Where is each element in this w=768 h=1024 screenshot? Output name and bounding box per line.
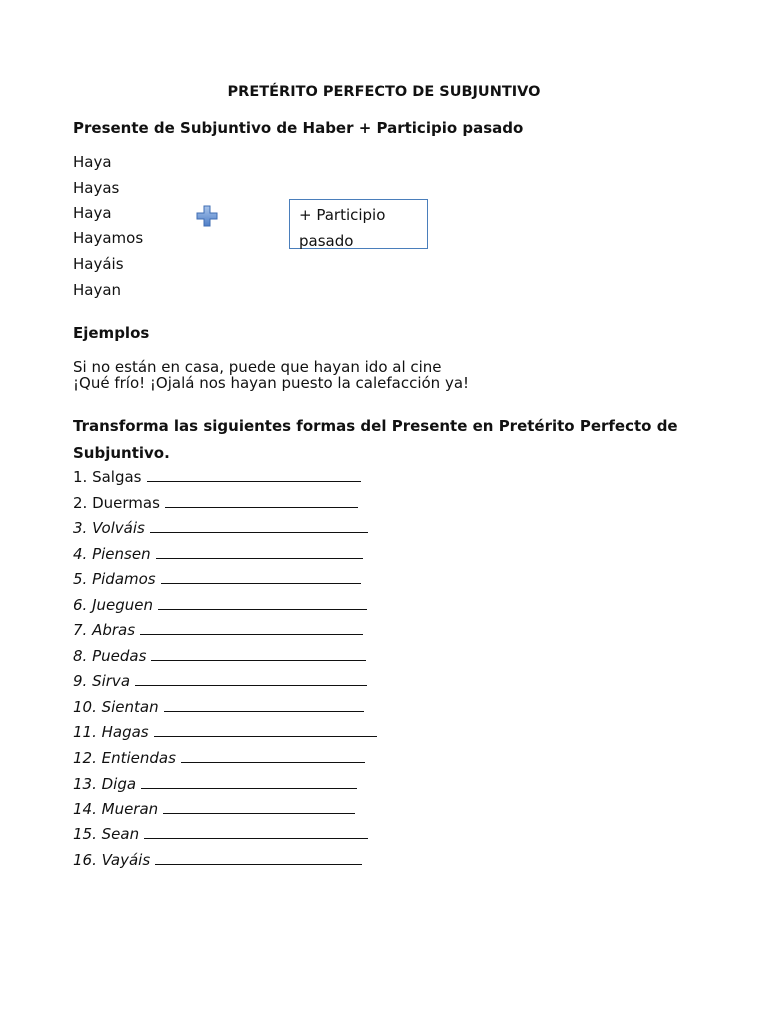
example-sentence: Si no están en casa, puede que hayan ido al cine	[73, 358, 442, 376]
answer-blank[interactable]	[144, 825, 368, 839]
exercise-item	[73, 545, 363, 563]
answer-blank[interactable]	[135, 672, 367, 686]
haber-form: Hayan	[73, 281, 122, 299]
exercise-label: 2. Duermas	[73, 494, 160, 512]
answer-blank[interactable]	[151, 647, 366, 661]
formula-heading: Presente de Subjuntivo de Haber + Participio pasado	[73, 119, 524, 137]
haber-form: Hayas	[73, 179, 120, 197]
haber-form: Haya	[73, 153, 112, 171]
exercise-item	[73, 570, 361, 588]
exercise-label: 7. Abras	[73, 621, 136, 639]
exercise-item	[73, 723, 377, 741]
exercise-item	[73, 672, 367, 690]
exercise-item	[73, 749, 365, 767]
answer-blank[interactable]	[165, 494, 358, 508]
page-title: PRETÉRITO PERFECTO DE SUBJUNTIVO	[227, 84, 541, 100]
exercise-item	[73, 494, 358, 512]
answer-blank[interactable]	[181, 749, 365, 763]
exercise-item	[73, 800, 355, 818]
exercise-item	[73, 698, 364, 716]
exercise-item	[73, 647, 366, 665]
exercise-item	[73, 825, 368, 843]
exercise-item	[73, 468, 361, 486]
answer-blank[interactable]	[154, 723, 377, 737]
answer-blank[interactable]	[140, 621, 363, 635]
haber-form: Haya	[73, 204, 112, 222]
answer-blank[interactable]	[161, 570, 361, 584]
exercise-label: 14. Mueran	[73, 800, 159, 818]
exercise-item	[73, 851, 362, 869]
exercise-label: 9. Sirva	[73, 672, 131, 690]
answer-blank[interactable]	[150, 519, 368, 533]
exercise-label: 8. Puedas	[73, 647, 147, 665]
exercise-label: 3. Volváis	[73, 519, 145, 537]
answer-blank[interactable]	[147, 468, 361, 482]
answer-blank[interactable]	[158, 596, 367, 610]
exercise-label: 5. Pidamos	[73, 570, 156, 588]
plus-icon	[196, 205, 218, 227]
exercise-instructions: Transforma las siguientes formas del Presente en Pretérito Perfecto de Subjuntivo.	[73, 417, 678, 462]
exercise-label: 10. Sientan	[73, 698, 159, 716]
exercise-label: 1. Salgas	[73, 468, 142, 486]
participle-box: + Participio pasado	[289, 199, 428, 249]
exercise-label: 13. Diga	[73, 775, 137, 793]
examples-heading: Ejemplos	[73, 324, 150, 342]
haber-form: Hayáis	[73, 255, 124, 273]
answer-blank[interactable]	[156, 545, 363, 559]
exercise-label: 6. Jueguen	[73, 596, 154, 614]
answer-blank[interactable]	[141, 775, 357, 789]
exercise-label: 4. Piensen	[73, 545, 151, 563]
answer-blank[interactable]	[164, 698, 364, 712]
exercise-label: 12. Entiendas	[73, 749, 176, 767]
answer-blank[interactable]	[163, 800, 355, 814]
exercise-label: 16. Vayáis	[73, 851, 151, 869]
exercise-label: 15. Sean	[73, 825, 140, 843]
answer-blank[interactable]	[155, 851, 362, 865]
exercise-item	[73, 621, 363, 639]
exercise-label: 11. Hagas	[73, 723, 149, 741]
haber-form: Hayamos	[73, 229, 144, 247]
exercise-item	[73, 596, 367, 614]
exercise-item	[73, 519, 368, 537]
exercise-item	[73, 775, 357, 793]
example-sentence: ¡Qué frío! ¡Ojalá nos hayan puesto la calefacción ya!	[73, 374, 470, 392]
